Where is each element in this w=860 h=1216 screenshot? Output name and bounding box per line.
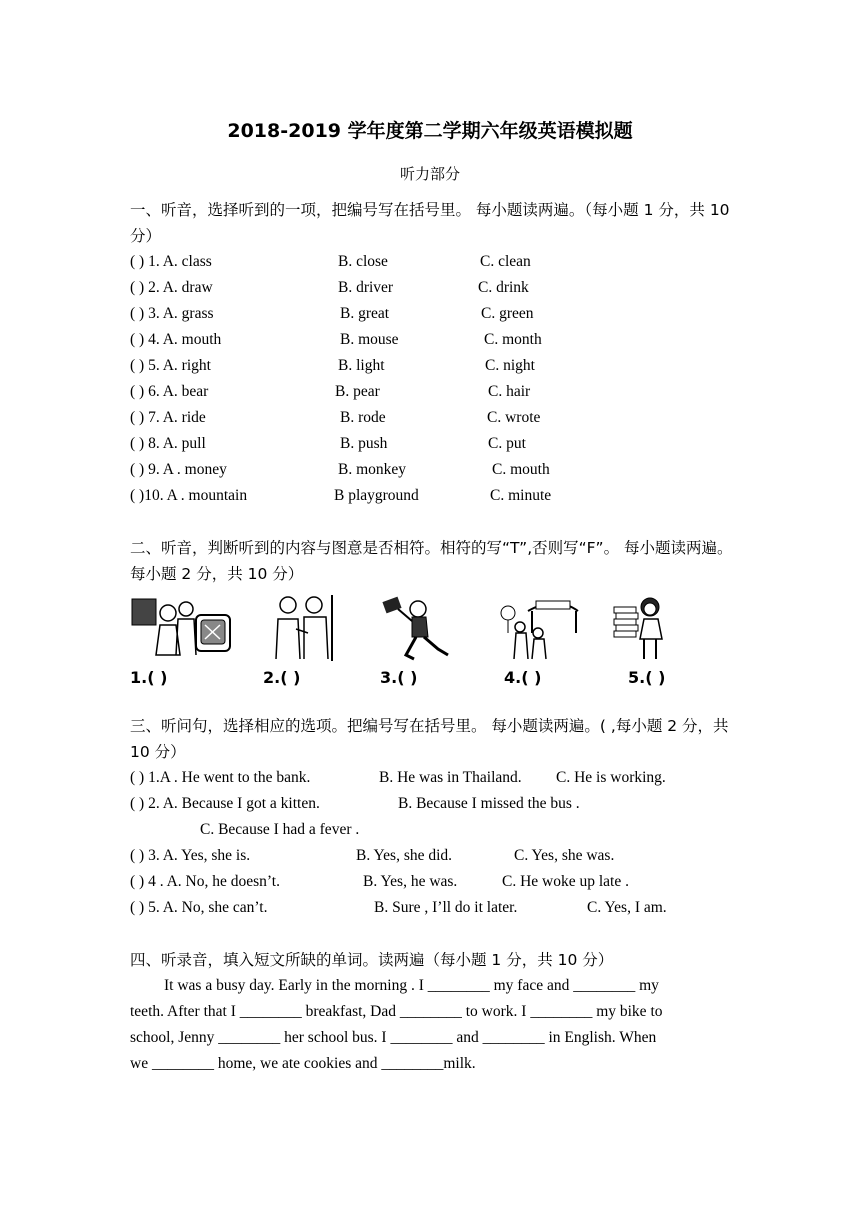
picture-family-tv xyxy=(130,593,240,663)
option-b: B. monkey xyxy=(338,461,407,478)
option-b: B. push xyxy=(340,435,388,452)
answer-blank[interactable]: 5.( ) xyxy=(628,668,666,687)
part2-heading: 二、听音，判断听到的内容与图意是否相符。相符的写“T”,否则写“F”。 每小题读两遍。每小题 2 分，共 10 分） xyxy=(130,539,733,583)
passage-line: teeth. After that I ________ breakfast, Dad ________ to work. I ________ my bike to xyxy=(130,1003,663,1020)
page-title: 2018-2019 学年度第二学期六年级英语模拟题 xyxy=(227,120,633,142)
option-c: C. minute xyxy=(490,487,552,504)
picture-running-boy xyxy=(382,593,454,663)
option-c: C. month xyxy=(484,331,542,348)
option-a: ( ) 2. A. draw xyxy=(130,279,213,296)
option-c: C. green xyxy=(481,305,534,322)
answer-blank[interactable]: 2.( ) xyxy=(263,668,301,687)
option-a: ( )10. A . mountain xyxy=(130,487,248,504)
option-b: B. great xyxy=(340,305,390,322)
passage-line: It was a busy day. Early in the morning . I ________ my face and ________ my xyxy=(164,977,659,994)
option-b: B playground xyxy=(334,487,419,504)
answer-blank[interactable]: 4.( ) xyxy=(504,668,542,687)
answer-blank[interactable]: 3.( ) xyxy=(380,668,418,687)
option-b: B. close xyxy=(338,253,388,270)
option-b: B. He was in Thailand. xyxy=(379,769,522,786)
option-a: ( ) 5. A. No, she can’t. xyxy=(130,899,268,916)
option-b: B. mouse xyxy=(340,331,399,348)
option-a: ( ) 9. A . money xyxy=(130,461,227,478)
option-c: C. hair xyxy=(488,383,531,400)
option-c: C. night xyxy=(485,357,535,374)
answer-blank[interactable]: 1.( ) xyxy=(130,668,168,687)
part4-passage xyxy=(130,973,730,1077)
part3-heading: 三、听问句，选择相应的选项。把编号写在括号里。 每小题读两遍。( ,每小题 2 分，共 10 分） xyxy=(130,717,729,761)
option-a: ( ) 2. A. Because I got a kitten. xyxy=(130,795,320,812)
option-c: C. clean xyxy=(480,253,531,270)
option-c: C. Yes, she was. xyxy=(514,847,615,864)
part4-heading: 四、听录音，填入短文所缺的单词。读两遍（每小题 1 分，共 10 分） xyxy=(130,951,614,969)
option-b: B. pear xyxy=(335,383,380,400)
option-c: C. wrote xyxy=(487,409,541,426)
option-c: C. drink xyxy=(478,279,529,296)
option-b: B. Because I missed the bus . xyxy=(398,795,580,812)
option-b: B. Yes, she did. xyxy=(356,847,453,864)
option-b: B. Sure , I’ll do it later. xyxy=(374,899,518,916)
part2-answers xyxy=(0,668,860,692)
option-a: ( ) 4 . A. No, he doesn’t. xyxy=(130,873,280,890)
option-c: C. put xyxy=(488,435,526,452)
option-c: C. He is working. xyxy=(556,769,666,786)
option-c: C. mouth xyxy=(492,461,550,478)
option-a: ( ) 8. A. pull xyxy=(130,435,206,452)
page-subtitle: 听力部分 xyxy=(399,165,460,183)
option-b: B. rode xyxy=(340,409,386,426)
option-a: ( ) 3. A. Yes, she is. xyxy=(130,847,251,864)
option-b: B. light xyxy=(338,357,385,374)
option-a: ( ) 6. A. bear xyxy=(130,383,209,400)
picture-row xyxy=(0,593,860,663)
option-c: C. Yes, I am. xyxy=(587,899,667,916)
option-c: C. He woke up late . xyxy=(502,873,629,890)
picture-park-gate xyxy=(498,593,586,663)
option-a: ( ) 4. A. mouth xyxy=(130,331,222,348)
option-b: B. driver xyxy=(338,279,394,296)
option-a: ( ) 5. A. right xyxy=(130,357,211,374)
part1-heading: 一、听音，选择听到的一项，把编号写在括号里。 每小题读两遍。（每小题 1 分，共 10 分） xyxy=(130,201,730,245)
picture-two-people xyxy=(268,593,338,663)
option-b: B. Yes, he was. xyxy=(363,873,458,890)
option-a: ( ) 1.A . He went to the bank. xyxy=(130,769,311,786)
picture-girl-books xyxy=(612,593,674,663)
passage-line: school, Jenny ________ her school bus. I ________ and ________ in English. When xyxy=(130,1029,657,1046)
passage-line: we ________ home, we ate cookies and ________milk. xyxy=(130,1055,476,1072)
option-c: C. Because I had a fever . xyxy=(200,821,360,838)
option-a: ( ) 1. A. class xyxy=(130,253,212,270)
option-a: ( ) 3. A. grass xyxy=(130,305,214,322)
option-a: ( ) 7. A. ride xyxy=(130,409,206,426)
